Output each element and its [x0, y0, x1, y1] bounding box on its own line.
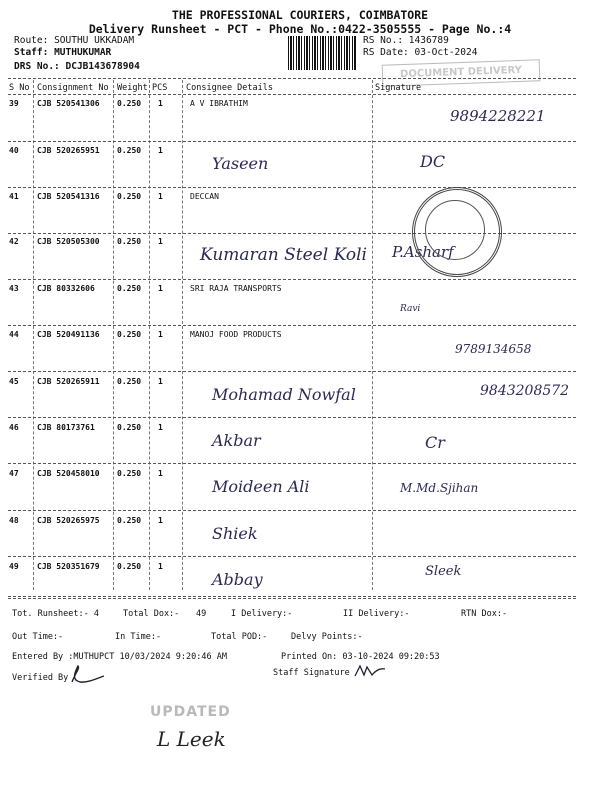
- table-top-rule: [8, 78, 576, 79]
- row-sno: 49: [9, 562, 19, 571]
- total-dox-label: Total Dox:-: [123, 609, 180, 619]
- row-weight: 0.250: [117, 146, 142, 155]
- entered-by: Entered By :MUTHUPCT 10/03/2024 9:20:46 AM: [12, 652, 227, 662]
- row-sno: 43: [9, 284, 19, 293]
- row-handwritten-name: Mohamad Nowfal: [212, 385, 356, 404]
- row-rule: [8, 141, 576, 142]
- updated-signature: L Leek: [157, 727, 226, 751]
- row-weight: 0.250: [117, 237, 142, 246]
- row-consignment: CJB 520491136: [37, 330, 100, 339]
- rs-no-value: 1436789: [408, 35, 449, 46]
- row-rule: [8, 371, 576, 372]
- row-consignment: CJB 520265951: [37, 146, 100, 155]
- staff-value: MUTHUKUMAR: [54, 47, 112, 58]
- row-handwritten-name: Kumaran Steel Koli: [200, 245, 367, 265]
- row-handwritten-name: Shiek: [212, 524, 258, 543]
- row-sno: 40: [9, 146, 19, 155]
- row-rule: [8, 596, 576, 597]
- verified-by: Verified By: [12, 673, 69, 683]
- row-consignee: MANOJ FOOD PRODUCTS: [190, 330, 282, 339]
- row-handwritten-name: Moideen Ali: [212, 477, 310, 496]
- row-pcs: 1: [158, 423, 163, 432]
- verified-signature: [66, 664, 108, 686]
- row-weight: 0.250: [117, 469, 142, 478]
- row-signature: Ravi: [400, 304, 421, 314]
- row-sno: 45: [9, 377, 19, 386]
- row-consignment: CJB 80173761: [37, 423, 95, 432]
- col-pcs: PCS: [152, 83, 168, 93]
- printed-on: Printed On: 03-10-2024 09:20:53: [281, 652, 440, 662]
- row-handwritten-name: Abbay: [212, 570, 263, 589]
- col-signature: Signature: [375, 83, 422, 93]
- route-label: Route:: [14, 35, 49, 46]
- barcode: [288, 36, 356, 70]
- col-divider: [33, 80, 34, 590]
- row-weight: 0.250: [117, 284, 142, 293]
- row-sno: 42: [9, 237, 19, 246]
- company-seal: [412, 187, 502, 277]
- rs-date-label: RS Date:: [363, 47, 409, 58]
- row-pcs: 1: [158, 99, 163, 108]
- col-weight: Weight: [117, 83, 148, 93]
- row-weight: 0.250: [117, 192, 142, 201]
- i-delivery: I Delivery:-: [231, 609, 293, 619]
- route-value: SOUTHU UKKADAM: [54, 35, 135, 46]
- updated-stamp: UPDATED: [150, 704, 231, 720]
- row-rule: [8, 279, 576, 280]
- row-rule: [8, 187, 576, 188]
- rs-no-label: RS No.:: [363, 35, 404, 46]
- col-divider: [149, 80, 150, 590]
- staff-label: Staff:: [14, 47, 49, 58]
- row-handwritten-name: Yaseen: [212, 154, 269, 173]
- rs-date-line: [363, 47, 477, 58]
- runsheet-title: Delivery Runsheet - PCT - Phone No.:0422-3505555 - Page No.:4: [88, 22, 512, 36]
- document-delivery-stamp: DOCUMENT DELIVERY: [382, 59, 541, 87]
- drs-value: DCJB143678904: [65, 61, 140, 72]
- row-sno: 41: [9, 192, 19, 201]
- staff-signature-label: Staff Signature: [273, 668, 350, 678]
- row-rule: [8, 556, 576, 557]
- row-pcs: 1: [158, 516, 163, 525]
- rs-no-line: [363, 35, 449, 46]
- row-pcs: 1: [158, 377, 163, 386]
- col-consignee: Consignee Details: [186, 83, 273, 93]
- col-divider: [113, 80, 114, 590]
- delvy-points: Delvy Points:-: [291, 632, 363, 642]
- row-consignment: CJB 520505300: [37, 237, 100, 246]
- row-sno: 39: [9, 99, 19, 108]
- row-pcs: 1: [158, 192, 163, 201]
- row-signature: 9894228221: [450, 107, 546, 125]
- row-weight: 0.250: [117, 562, 142, 571]
- row-weight: 0.250: [117, 99, 142, 108]
- drs-line: [14, 61, 140, 72]
- row-weight: 0.250: [117, 423, 142, 432]
- staff-signature-mark: [352, 660, 388, 682]
- row-sno: 44: [9, 330, 19, 339]
- row-sno: 47: [9, 469, 19, 478]
- row-weight: 0.250: [117, 330, 142, 339]
- row-consignment: CJB 520541306: [37, 99, 100, 108]
- row-rule: [8, 325, 576, 326]
- col-divider: [372, 80, 373, 590]
- tot-runsheet: Tot. Runsheet:- 4: [12, 609, 99, 619]
- row-weight: 0.250: [117, 377, 142, 386]
- row-consignment: CJB 520351679: [37, 562, 100, 571]
- row-pcs: 1: [158, 469, 163, 478]
- row-pcs: 1: [158, 237, 163, 246]
- ii-delivery: II Delivery:-: [343, 609, 410, 619]
- staff-line: [14, 47, 111, 58]
- company-name: THE PROFESSIONAL COURIERS, COIMBATORE: [171, 8, 429, 22]
- row-sno: 46: [9, 423, 19, 432]
- row-pcs: 1: [158, 284, 163, 293]
- row-pcs: 1: [158, 330, 163, 339]
- row-consignment: CJB 520265911: [37, 377, 100, 386]
- in-time: In Time:-: [115, 632, 162, 642]
- header-rule: [8, 94, 576, 95]
- row-weight: 0.250: [117, 516, 142, 525]
- row-pcs: 1: [158, 146, 163, 155]
- row-consignee: A V IBRATHIM: [190, 99, 248, 108]
- row-handwritten-name: Akbar: [212, 431, 261, 450]
- total-pod: Total POD:-: [211, 632, 268, 642]
- row-rule: [8, 463, 576, 464]
- row-consignment: CJB 80332606: [37, 284, 95, 293]
- row-consignment: CJB 520265975: [37, 516, 100, 525]
- row-pcs: 1: [158, 562, 163, 571]
- col-consignment: Consignment No: [37, 83, 109, 93]
- drs-label: DRS No.:: [14, 61, 60, 72]
- seal-inner-ring: [425, 200, 485, 260]
- rs-date-value: 03-Oct-2024: [414, 47, 478, 58]
- rtn-dox: RTN Dox:-: [461, 609, 508, 619]
- row-rule: [8, 510, 576, 511]
- col-sno: S No: [9, 83, 30, 93]
- row-signature: 9843208572: [480, 383, 570, 399]
- row-consignment: CJB 520541316: [37, 192, 100, 201]
- col-divider: [182, 80, 183, 590]
- row-consignee: DECCAN: [190, 192, 219, 201]
- row-rule: [8, 417, 576, 418]
- route-line: [14, 35, 134, 46]
- row-signature: Sleek: [425, 564, 462, 579]
- row-signature: M.Md.Sjihan: [400, 481, 479, 495]
- total-dox-value: 49: [196, 609, 207, 619]
- row-consignee: SRI RAJA TRANSPORTS: [190, 284, 282, 293]
- row-signature: DC: [420, 152, 446, 171]
- footer-rule: [8, 598, 576, 599]
- row-signature: 9789134658: [455, 342, 532, 356]
- row-signature: P.Asharf: [392, 243, 454, 261]
- row-sno: 48: [9, 516, 19, 525]
- row-consignment: CJB 520458010: [37, 469, 100, 478]
- row-signature: Cr: [425, 433, 445, 452]
- out-time: Out Time:-: [12, 632, 64, 642]
